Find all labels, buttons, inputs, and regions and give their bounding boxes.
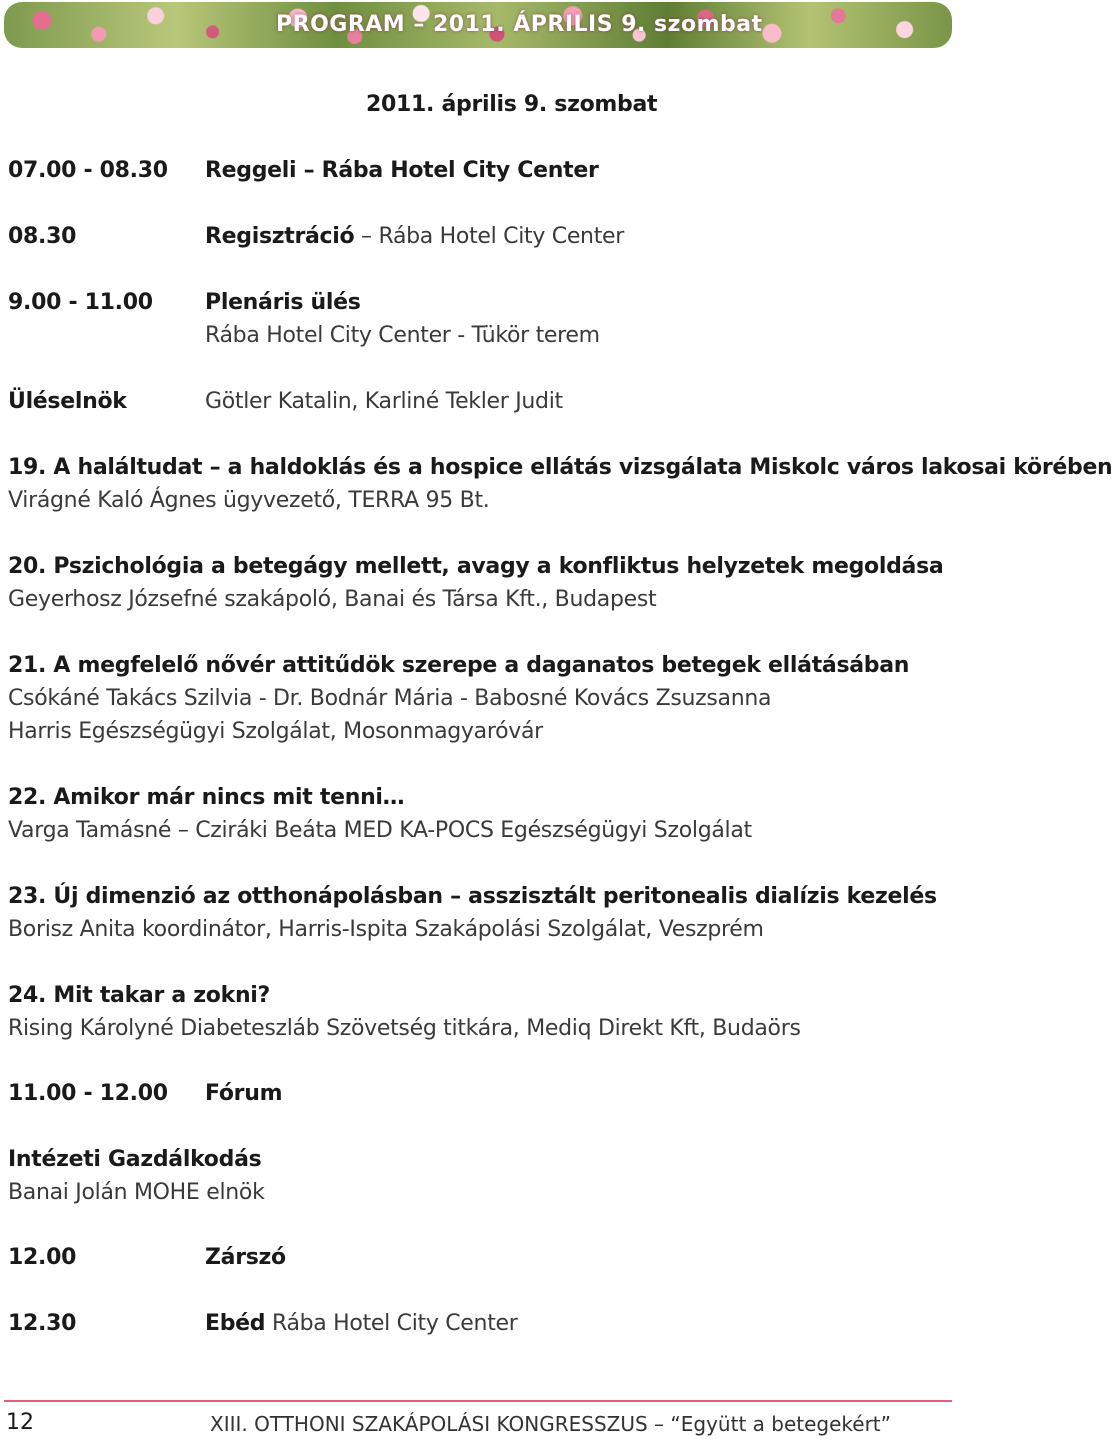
chairs-label: Üléselnök — [8, 389, 127, 414]
talk-title: 23. Új dimenzió az otthonápolásban – asszisztált peritonealis dialízis kezelés — [8, 884, 937, 909]
talk-title: 22. Amikor már nincs mit tenni… — [8, 785, 405, 810]
header-banner — [4, 2, 952, 48]
talk-title: 21. A megfelelő nővér attitűdök szerepe a daganatos betegek ellátásában — [8, 653, 910, 678]
lunch-location: Rába Hotel City Center — [265, 1311, 518, 1336]
talk-speaker: Varga Tamásné – Cziráki Beáta MED KA-POCS Egészségügyi Szolgálat — [8, 818, 752, 843]
footer-text: XIII. OTTHONI SZAKÁPOLÁSI KONGRESSZUS – “Együtt a betegekért” — [210, 1412, 891, 1436]
talk-speaker: Csókáné Takács Szilvia - Dr. Bodnár Mária - Babosné Kovács Zsuzsanna — [8, 686, 772, 711]
talk-affiliation: Harris Egészségügyi Szolgálat, Mosonmagyaróvár — [8, 719, 543, 744]
forum-time: 11.00 - 12.00 — [8, 1081, 168, 1106]
schedule-location: – Rába Hotel City Center — [354, 224, 624, 249]
banner-title: PROGRAM – 2011. ÁPRILIS 9. szombat — [276, 12, 763, 37]
talk-title: 19. A haláltudat – a haldoklás és a hospice ellátás vizsgálata Miskolc város lakosai körében — [8, 455, 1112, 480]
talk-title: 24. Mit takar a zokni? — [8, 983, 271, 1008]
talk-speaker: Virágné Kaló Ágnes ügyvezető, TERRA 95 Bt. — [8, 488, 490, 513]
institute-person: Banai Jolán MOHE elnök — [8, 1180, 265, 1205]
schedule-title: Regisztráció — [205, 224, 355, 249]
talk-title: 20. Pszichológia a betegágy mellett, avagy a konfliktus helyzetek megoldása — [8, 554, 944, 579]
closing-title: Zárszó — [205, 1245, 286, 1270]
schedule-item — [205, 224, 624, 249]
lunch-time: 12.30 — [8, 1311, 77, 1336]
schedule-location: Rába Hotel City Center - Tükör terem — [205, 323, 600, 348]
institute-title: Intézeti Gazdálkodás — [8, 1147, 262, 1172]
schedule-title: Plenáris ülés — [205, 290, 361, 315]
footer-divider — [4, 1400, 952, 1402]
page-number: 12 — [6, 1410, 34, 1435]
date-heading: 2011. április 9. szombat — [366, 92, 658, 117]
schedule-time: 08.30 — [8, 224, 77, 249]
closing-time: 12.00 — [8, 1245, 77, 1270]
talk-speaker: Borisz Anita koordinátor, Harris-Ispita Szakápolási Szolgálat, Veszprém — [8, 917, 764, 942]
lunch-item — [205, 1311, 518, 1336]
talk-speaker: Rising Károlyné Diabeteszláb Szövetség titkára, Mediq Direkt Kft, Budaörs — [8, 1016, 801, 1041]
schedule-title: Reggeli – Rába Hotel City Center — [205, 158, 599, 183]
lunch-title: Ebéd — [205, 1311, 266, 1336]
talk-speaker: Geyerhosz Józsefné szakápoló, Banai és Társa Kft., Budapest — [8, 587, 657, 612]
schedule-time: 9.00 - 11.00 — [8, 290, 153, 315]
chairs-names: Götler Katalin, Karliné Tekler Judit — [205, 389, 563, 414]
forum-title: Fórum — [205, 1081, 283, 1106]
schedule-time: 07.00 - 08.30 — [8, 158, 168, 183]
